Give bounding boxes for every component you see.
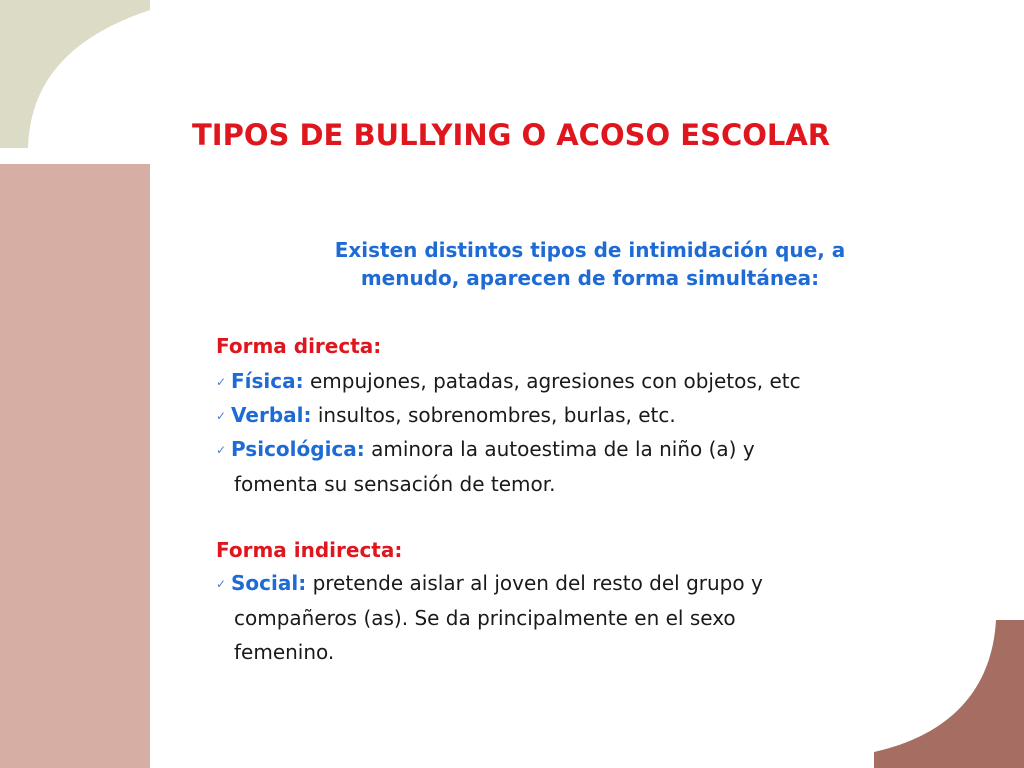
top-left-corner-shape	[0, 0, 150, 148]
slide-title: TIPOS DE BULLYING O ACOSO ESCOLAR	[192, 118, 831, 152]
bullet-fisica	[216, 364, 801, 399]
term-fisica: Física:	[231, 369, 304, 393]
intro-line-1: Existen distintos tipos de intimidación que, a	[334, 238, 846, 262]
bullet-psicologica	[216, 432, 755, 501]
checkmark-icon: ✓	[216, 577, 227, 591]
term-psicologica: Psicológica:	[231, 437, 365, 461]
text-social-continuation-1: compañeros (as). Se da principalmente en el sexo	[234, 606, 736, 630]
intro-text	[240, 236, 940, 292]
left-side-panel	[0, 164, 150, 768]
bottom-right-corner-shape	[874, 620, 1024, 768]
bullet-social	[216, 566, 763, 669]
text-verbal: insultos, sobrenombres, burlas, etc.	[311, 403, 676, 427]
checkmark-icon: ✓	[216, 409, 227, 423]
term-social: Social:	[231, 571, 307, 595]
checkmark-icon: ✓	[216, 443, 227, 457]
text-fisica: empujones, patadas, agresiones con objetos, etc	[303, 369, 801, 393]
term-verbal: Verbal:	[231, 403, 312, 427]
heading-forma-directa: Forma directa:	[216, 334, 382, 358]
intro-line-2: menudo, aparecen de forma simultánea:	[360, 266, 820, 290]
bullet-verbal	[216, 398, 676, 433]
text-psicologica: aminora la autoestima de la niño (a) y	[364, 437, 755, 461]
text-social-continuation-2: femenino.	[234, 640, 335, 664]
heading-forma-indirecta: Forma indirecta:	[216, 538, 403, 562]
checkmark-icon: ✓	[216, 375, 227, 389]
text-social: pretende aislar al joven del resto del grupo y	[306, 571, 763, 595]
text-psicologica-continuation: fomenta su sensación de temor.	[234, 472, 556, 496]
